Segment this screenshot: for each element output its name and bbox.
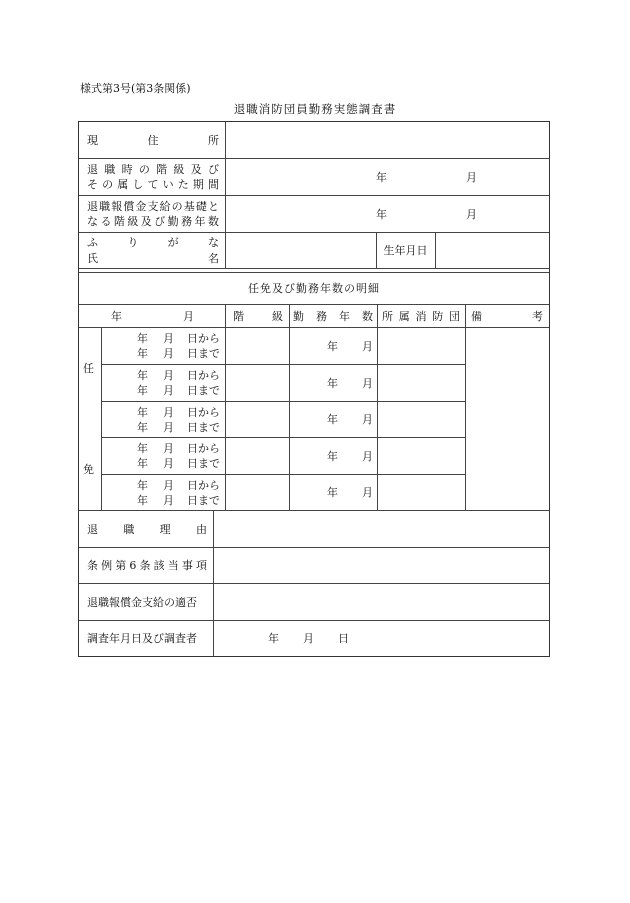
from-month: 月 — [163, 332, 174, 345]
service-years-cell[interactable] — [290, 328, 377, 364]
range-end — [137, 422, 220, 433]
reason-label: 退 職 理 由 — [87, 522, 207, 536]
service-month: 月 — [362, 339, 373, 353]
service-years-cell[interactable] — [290, 365, 377, 401]
from-day: 日から — [187, 442, 220, 455]
ordinance-field[interactable] — [214, 548, 549, 583]
brigade-cell[interactable] — [378, 475, 465, 510]
from-month: 月 — [163, 479, 174, 492]
basis-month: 月 — [466, 207, 477, 221]
to-day: 日まで — [187, 347, 220, 360]
service-years-cell[interactable] — [290, 438, 377, 474]
rank-cell[interactable] — [226, 475, 289, 510]
from-year: 年 — [137, 479, 148, 492]
to-year: 年 — [137, 494, 148, 507]
to-day: 日まで — [187, 384, 220, 397]
service-year: 年 — [327, 449, 338, 463]
to-year: 年 — [137, 384, 148, 397]
header-year: 年 — [111, 309, 122, 323]
document-title: 退職消防団員勤務実態調査書 — [233, 102, 397, 116]
column-divider — [101, 327, 102, 510]
from-month: 月 — [163, 442, 174, 455]
detail-section-title: 任免及び勤務年数の明細 — [248, 281, 380, 295]
to-month: 月 — [163, 494, 174, 507]
from-day: 日から — [187, 332, 220, 345]
header-service-years: 勤 務 年 数 — [293, 309, 373, 323]
basis-label: 退 職 報 償 金 支 給 の 基 礎 と な る 階 級 及 び 勤 務 年 数 — [87, 200, 219, 228]
from-month: 月 — [163, 369, 174, 382]
from-year: 年 — [137, 442, 148, 455]
rank-period-label: 退 職 時 の 階 級 及 び そ の 属 し て い た 期 間 — [87, 163, 219, 191]
range-start — [137, 333, 220, 344]
range-start — [137, 443, 220, 454]
range-end — [137, 385, 220, 396]
brigade-cell[interactable] — [378, 365, 465, 401]
survey-year: 年 — [268, 632, 279, 645]
to-month: 月 — [163, 421, 174, 434]
rank-cell[interactable] — [226, 328, 289, 364]
service-year: 年 — [327, 486, 338, 499]
rank-period-field[interactable] — [226, 159, 549, 195]
birthdate-label: 生年月日 — [383, 244, 428, 257]
remarks-field[interactable] — [466, 328, 549, 510]
brigade-cell[interactable] — [378, 328, 465, 364]
header-remarks: 備 考 — [471, 309, 543, 323]
service-years-cell[interactable] — [290, 475, 377, 510]
brigade-cell[interactable] — [378, 438, 465, 474]
ordinance-label: 条 例 第 6 条 該 当 事 項 — [87, 559, 207, 572]
rank-period-year: 年 — [376, 170, 387, 184]
survey-label: 調査年月日及び調査者 — [87, 632, 197, 645]
service-year: 年 — [327, 339, 338, 353]
to-month: 月 — [163, 347, 174, 360]
survey-date-field[interactable] — [214, 621, 549, 656]
date-range[interactable] — [137, 370, 220, 396]
header-month: 月 — [183, 309, 194, 323]
side-label-dismiss: 免 — [83, 462, 94, 476]
rank-cell[interactable] — [226, 402, 289, 437]
date-range[interactable] — [137, 443, 220, 469]
basis-year: 年 — [376, 207, 387, 221]
from-month: 月 — [163, 406, 174, 419]
rank-period-month: 月 — [466, 170, 477, 184]
date-range[interactable] — [137, 333, 220, 359]
to-year: 年 — [137, 347, 148, 360]
address-label: 現 住 所 — [87, 133, 219, 147]
rank-cell[interactable] — [226, 365, 289, 401]
survey-day: 日 — [338, 632, 349, 645]
to-day: 日まで — [187, 494, 220, 507]
from-year: 年 — [137, 369, 148, 382]
name-field[interactable] — [226, 233, 376, 268]
brigade-cell[interactable] — [378, 402, 465, 437]
survey-form-table — [78, 121, 550, 657]
form-number: 様式第3号(第3条関係) — [80, 82, 191, 95]
date-range[interactable] — [137, 407, 220, 433]
address-field[interactable] — [226, 122, 549, 158]
service-years-cell[interactable] — [290, 402, 377, 437]
range-end — [137, 348, 220, 359]
range-start — [137, 370, 220, 381]
to-year: 年 — [137, 457, 148, 470]
range-end — [137, 495, 220, 506]
service-year: 年 — [327, 413, 338, 426]
rank-cell[interactable] — [226, 438, 289, 474]
reason-field[interactable] — [214, 511, 549, 547]
to-month: 月 — [163, 457, 174, 470]
from-day: 日から — [187, 369, 220, 382]
eligibility-field[interactable] — [214, 584, 549, 620]
header-brigade: 所 属 消 防 団 — [382, 309, 460, 323]
side-label-appoint: 任 — [83, 361, 94, 375]
to-day: 日まで — [187, 421, 220, 434]
eligibility-label: 退職報償金支給の適否 — [87, 595, 197, 609]
range-end — [137, 458, 220, 469]
from-day: 日から — [187, 479, 220, 492]
from-year: 年 — [137, 406, 148, 419]
service-month: 月 — [362, 413, 373, 426]
from-year: 年 — [137, 332, 148, 345]
range-start — [137, 407, 220, 418]
to-year: 年 — [137, 421, 148, 434]
header-rank: 階 級 — [233, 309, 283, 323]
basis-field[interactable] — [226, 196, 549, 232]
from-day: 日から — [187, 406, 220, 419]
to-month: 月 — [163, 384, 174, 397]
survey-month: 月 — [303, 632, 314, 645]
date-range[interactable] — [137, 480, 220, 506]
name-label: 氏 名 — [87, 251, 219, 265]
furigana-label: ふ り が な — [87, 235, 219, 249]
birthdate-field[interactable] — [436, 233, 549, 268]
service-month: 月 — [362, 486, 373, 499]
service-year: 年 — [327, 376, 338, 390]
range-start — [137, 480, 220, 491]
service-month: 月 — [362, 449, 373, 463]
header-year-month — [79, 305, 225, 327]
to-day: 日まで — [187, 457, 220, 470]
service-month: 月 — [362, 376, 373, 390]
